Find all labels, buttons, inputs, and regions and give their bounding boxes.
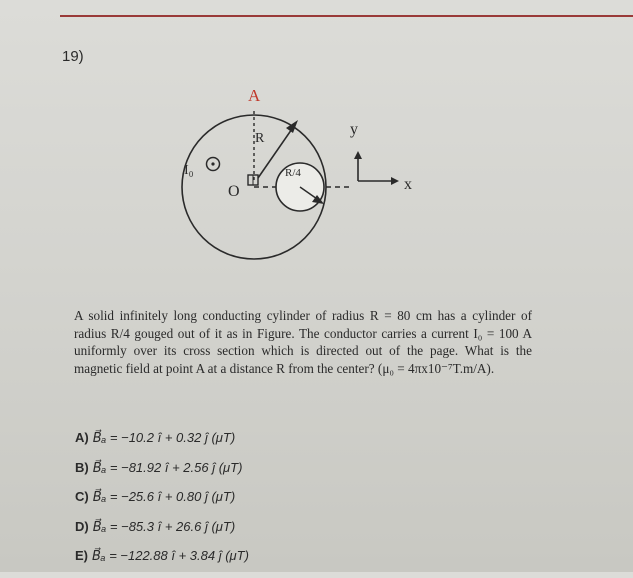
point-a-label: A [248,86,261,105]
answer-letter: B) [75,459,89,475]
answer-list [75,430,249,578]
answer-letter: C) [75,489,89,504]
problem-text: A solid infinitely long conducting cylinder of radius R = 80 cm has a cylinder of radius R/4 gouged out of it as in Figure. The conductor carries a current I₀ = 100 A uniformly over its cross section which is directed out of the page. What is the magnetic field at point A at a distance R from the center? (μ₀ = 4πx10⁻⁷T.m/A). [74,308,532,376]
answer-option[interactable] [75,489,249,519]
answer-text: B⃗ₐ = −122.88 î + 3.84 ĵ (μT) [92,548,249,563]
answer-option[interactable] [75,460,249,490]
answer-letter: D) [75,518,89,534]
radius-label: R [255,131,265,146]
x-axis-arrow-icon [391,177,399,185]
answer-text: B⃗ₐ = −25.6 î + 0.80 ĵ (μT) [92,489,236,504]
hole-radius-label: R/4 [285,167,301,179]
center-label: O [228,183,240,200]
problem-statement [74,307,532,377]
answer-text: B⃗ₐ = −10.2 î + 0.32 ĵ (μT) [92,430,236,445]
y-axis-arrow-icon [354,151,362,159]
x-axis-label: x [404,176,412,193]
answer-text: B⃗ₐ = −81.92 î + 2.56 ĵ (μT) [92,459,243,475]
answer-option[interactable] [75,519,249,549]
y-axis-label: y [350,121,358,138]
answer-text: B⃗ₐ = −85.3 î + 26.6 ĵ (μT) [92,518,236,534]
current-label: I₀ [184,163,194,178]
answer-letter: A) [75,430,89,445]
radius-arrowhead [286,120,298,133]
answer-letter: E) [75,548,88,563]
answer-option[interactable] [75,430,249,460]
question-number: 19) [62,48,84,65]
answer-option[interactable] [75,548,249,578]
